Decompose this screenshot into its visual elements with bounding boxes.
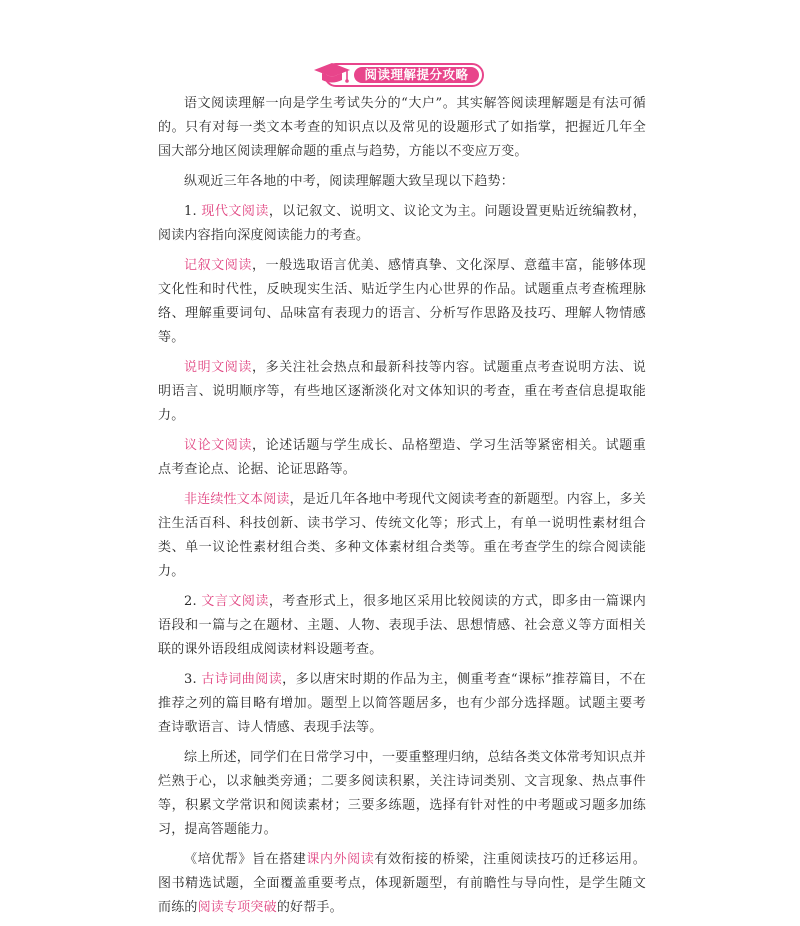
highlighted-term: 阅读专项突破 [197, 900, 277, 915]
paragraph-text: 综上所述，同学们在日常学习中，一要重整理归纳，总结各类文体常考知识点并烂熟于心，以求触类旁通；二要多阅读积累，关注诗词类别、文言现象、热点事件等，积累文学常识和阅读素材；三要多练题，选择有针对性的中考题或习题多加练习，提高答题能力。 [158, 750, 647, 837]
paragraph-text: ，一般选取语言优美、感情真挚、文化深厚、意蕴丰富，能够体现文化性和时代性，反映现实生活、贴近学生内心世界的作品。试题重点考查梳理脉络、理解重要词句、品味富有表现力的语言、分析写作思路及技巧、理解人物情感等。 [158, 258, 646, 345]
paragraph-text: 2. [184, 594, 202, 609]
paragraph-text: 纵观近三年各地的中考，阅读理解题大致呈现以下趋势： [184, 174, 515, 189]
highlighted-term: 非连续性文本阅读 [184, 492, 290, 507]
paragraph-text: 语文阅读理解一向是学生考试失分的“大户”。其实解答阅读理解题是有法可循的。只有对每一类文本考查的知识点以及常见的设题形式了如指掌，把握近几年全国大部分地区阅读理解命题的重点与趋势，方能以不变应万变。 [158, 96, 646, 159]
title-banner [312, 59, 484, 89]
paragraph-text: ，多关注社会热点和最新科技等内容。试题重点考查说明方法、说明语言、说明顺序等，有些地区逐渐淡化对文体知识的考查，重在考查信息提取能力。 [158, 360, 646, 423]
paragraph-text: ，论述话题与学生成长、品格塑造、学习生活等紧密相关。试题重点考查论点、论据、论证思路等。 [158, 438, 646, 477]
paragraph-text: ，考查形式上，很多地区采用比较阅读的方式，即多由一篇课内语段和一篇与之在题材、主题、人物、表现手法、思想情感、社会意义等方面相关联的课外语段组成阅读材料设题考查。 [158, 594, 646, 657]
highlighted-term: 记叙文阅读 [184, 258, 252, 273]
paragraph-text: ，以记叙文、说明文、议论文为主。问题设置更贴近统编教材，阅读内容指向深度阅读能力的考查。 [158, 204, 646, 243]
paragraph [158, 668, 646, 740]
paragraph-text: 3. [184, 672, 202, 687]
paragraph-text: 《培优帮》旨在搭建 [184, 852, 307, 867]
paragraph [158, 590, 646, 662]
highlighted-term: 古诗词曲阅读 [201, 672, 283, 687]
paragraph [158, 746, 646, 842]
highlighted-term: 现代文阅读 [201, 204, 269, 219]
highlighted-term: 课内外阅读 [306, 852, 375, 867]
paragraph [158, 170, 646, 194]
paragraph-text: 的好帮手。 [276, 900, 343, 915]
article-body [158, 92, 646, 926]
paragraph-text: 1. [184, 204, 202, 219]
highlighted-term: 说明文阅读 [184, 360, 252, 375]
paragraph [158, 200, 646, 248]
highlighted-term: 文言文阅读 [201, 594, 269, 609]
paragraph [158, 254, 646, 350]
banner-title: 阅读理解提分攻略 [354, 67, 479, 83]
graduation-cap-icon [312, 59, 352, 89]
paragraph [158, 356, 646, 428]
paragraph-text: ，是近几年各地中考现代文阅读考查的新题型。内容上，多关注生活百科、科技创新、读书学习、传统文化等；形式上，有单一说明性素材组合类、单一议论性素材组合类、多种文体素材组合类等。重在考查学生的综合阅读能力。 [158, 492, 647, 579]
paragraph [158, 434, 646, 482]
paragraph [158, 848, 646, 920]
paragraph-text: ，多以唐宋时期的作品为主，侧重考查“课标”推荐篇目，不在推荐之列的篇目略有增加。题型上以简答题居多，也有少部分选择题。试题主要考查诗歌语言、诗人情感、表现手法等。 [158, 672, 646, 735]
paragraph [158, 488, 646, 584]
highlighted-term: 议论文阅读 [184, 438, 252, 453]
paragraph [158, 92, 646, 164]
paragraph-text: 有效衔接的桥梁，注重阅读技巧的迁移运用。图书精选试题，全面覆盖重要考点，体现新题型，有前瞻性与导向性，是学生随文而练的 [158, 852, 646, 915]
